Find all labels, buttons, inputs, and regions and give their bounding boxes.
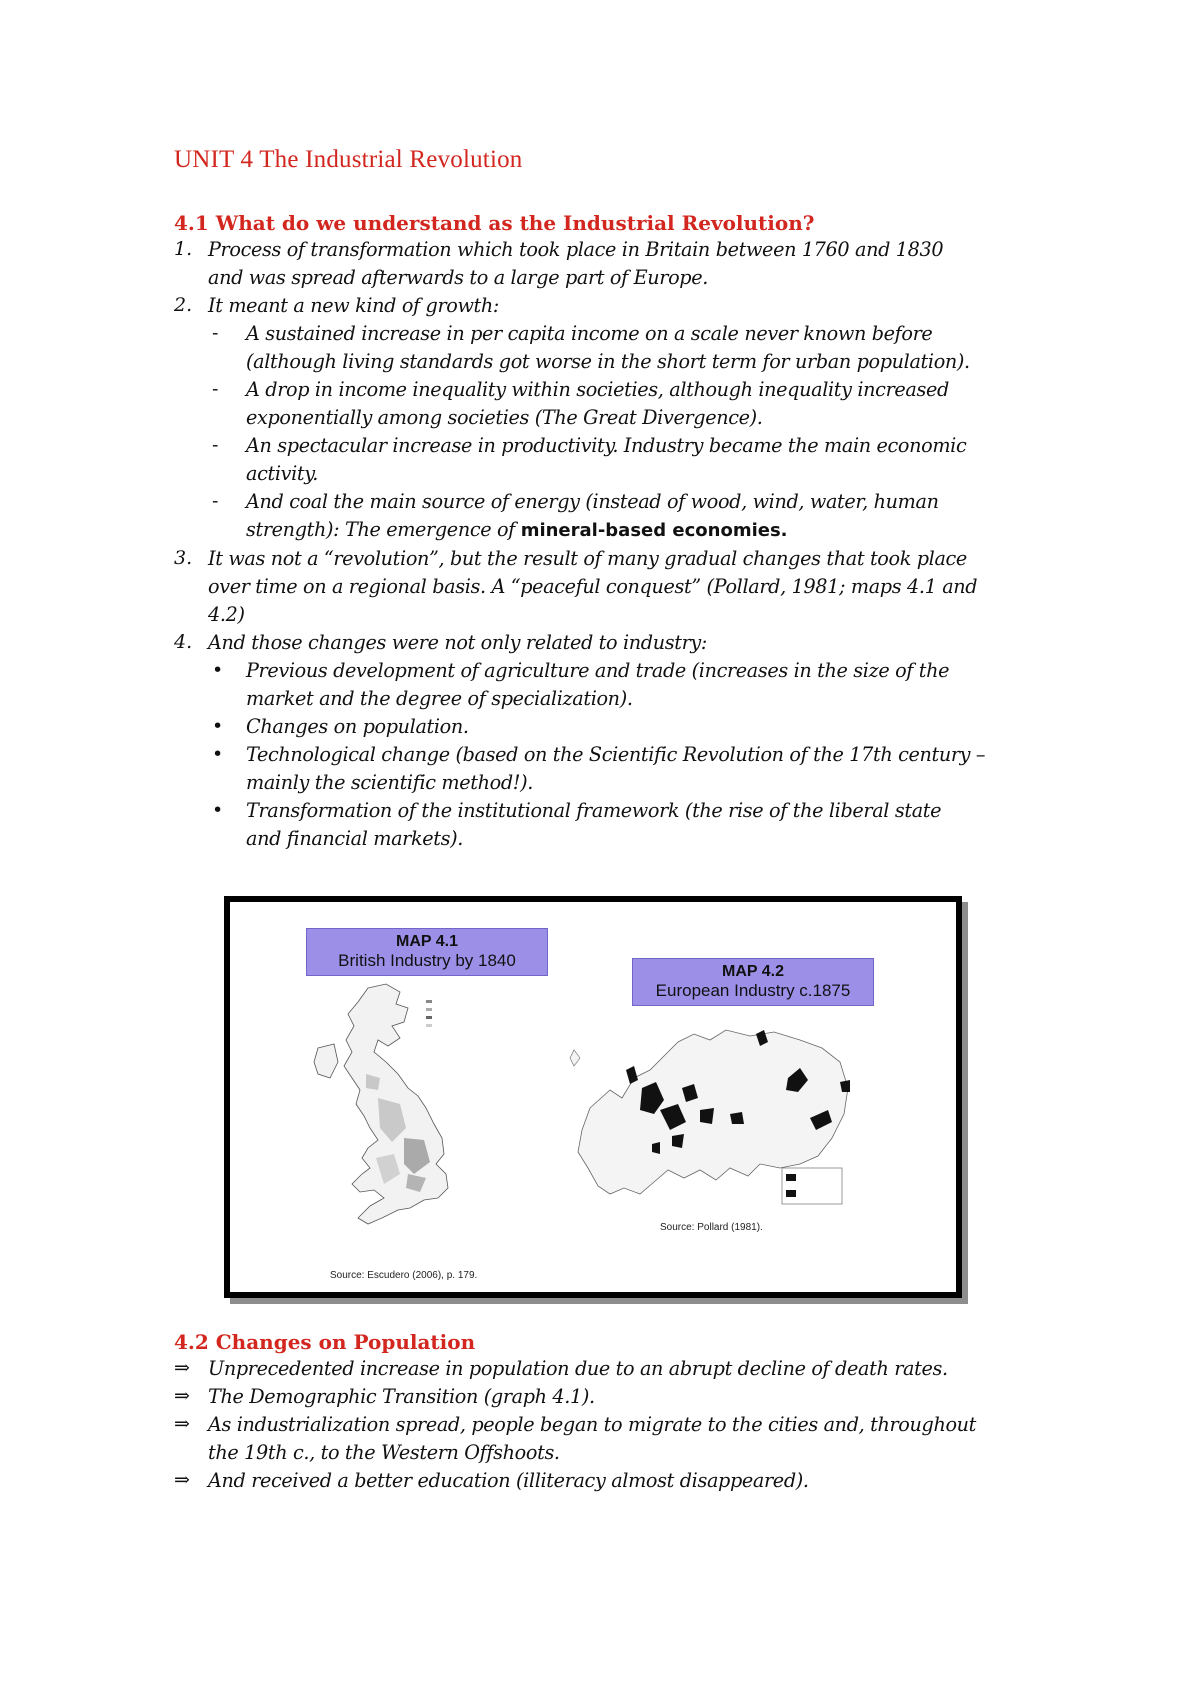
europe-map <box>560 1018 860 1218</box>
map-4-1-source: Source: Escudero (2006), p. 179. <box>330 1270 478 1281</box>
dash-marker: - <box>212 378 219 400</box>
dash-marker: - <box>212 322 219 344</box>
dash-item-line: activity. <box>246 462 318 485</box>
arrow-item-line: the 19th c., to the Western Offshoots. <box>208 1441 560 1464</box>
map-4-2-title: MAP 4.2 <box>722 963 784 980</box>
map-4-1-subtitle: British Industry by 1840 <box>338 951 516 970</box>
arrow-marker: ⇒ <box>174 1385 190 1407</box>
bullet-item-line: mainly the scientific method!). <box>246 771 533 794</box>
arrow-marker: ⇒ <box>174 1413 190 1435</box>
bullet-item-line: Transformation of the institutional framework (the rise of the liberal state <box>246 799 942 822</box>
dash-marker: - <box>212 434 219 456</box>
section-heading-4-1: 4.1 What do we understand as the Industrial Revolution? <box>174 211 815 235</box>
map-4-2-label <box>632 958 874 1006</box>
maps-figure <box>224 896 962 1298</box>
map-4-2-subtitle: European Industry c.1875 <box>655 981 851 1000</box>
dash-item-line: And coal the main source of energy (instead of wood, wind, water, human <box>246 490 939 513</box>
bullet-item-line: Technological change (based on the Scientific Revolution of the 17th century – <box>246 743 986 766</box>
list-number: 2. <box>174 294 193 316</box>
map-4-1-title: MAP 4.1 <box>396 933 458 950</box>
list-number: 4. <box>174 631 193 653</box>
list-number: 1. <box>174 238 193 260</box>
list-item-line: and was spread afterwards to a large part of Europe. <box>208 266 708 289</box>
bullet-item-line: Changes on population. <box>246 715 469 738</box>
dash-item-line: A drop in income inequality within societies, although inequality increased <box>246 378 949 401</box>
bullet-item-line: and financial markets). <box>246 827 464 850</box>
dash-item-line: An spectacular increase in productivity. Industry became the main economic <box>246 434 967 457</box>
section-heading-4-2: 4.2 Changes on Population <box>174 1330 476 1354</box>
list-item-line: It was not a “revolution”, but the result of many gradual changes that took place <box>208 547 967 570</box>
arrow-marker: ⇒ <box>174 1357 190 1379</box>
bullet-marker: • <box>212 799 224 821</box>
dash-item-line: A sustained increase in per capita income on a scale never known before <box>246 322 933 345</box>
map-4-2-source: Source: Pollard (1981). <box>660 1222 763 1233</box>
arrow-item-line: Unprecedented increase in population due to an abrupt decline of death rates. <box>208 1357 948 1380</box>
bullet-marker: • <box>212 659 224 681</box>
page-title: UNIT 4 The Industrial Revolution <box>174 146 523 173</box>
list-item-line: And those changes were not only related to industry: <box>208 631 707 654</box>
list-number: 3. <box>174 547 193 569</box>
dash-marker: - <box>212 490 219 512</box>
list-item-line: 4.2) <box>208 603 245 626</box>
dash-item-line: (although living standards got worse in the short term for urban population). <box>246 350 970 373</box>
map-4-1-label <box>306 928 548 976</box>
list-item-line: Process of transformation which took place in Britain between 1760 and 1830 <box>208 238 944 261</box>
arrow-item-line: And received a better education (illiteracy almost disappeared). <box>208 1469 809 1492</box>
key-term: mineral-based economies. <box>520 520 788 541</box>
dash-item-line-last <box>246 518 788 541</box>
list-item-line: It meant a new kind of growth: <box>208 294 500 317</box>
bullet-marker: • <box>212 715 224 737</box>
dash-item-prefix: strength): The emergence of <box>246 518 521 541</box>
arrow-marker: ⇒ <box>174 1469 190 1491</box>
arrow-item-line: The Demographic Transition (graph 4.1). <box>208 1385 595 1408</box>
britain-map <box>308 978 508 1278</box>
bullet-marker: • <box>212 743 224 765</box>
dash-item-line: exponentially among societies (The Great Divergence). <box>246 406 763 429</box>
arrow-item-line: As industrialization spread, people began to migrate to the cities and, throughout <box>208 1413 977 1436</box>
list-item-line: over time on a regional basis. A “peaceful conquest” (Pollard, 1981; maps 4.1 and <box>208 575 978 598</box>
bullet-item-line: Previous development of agriculture and trade (increases in the size of the <box>246 659 950 682</box>
bullet-item-line: market and the degree of specialization). <box>246 687 633 710</box>
